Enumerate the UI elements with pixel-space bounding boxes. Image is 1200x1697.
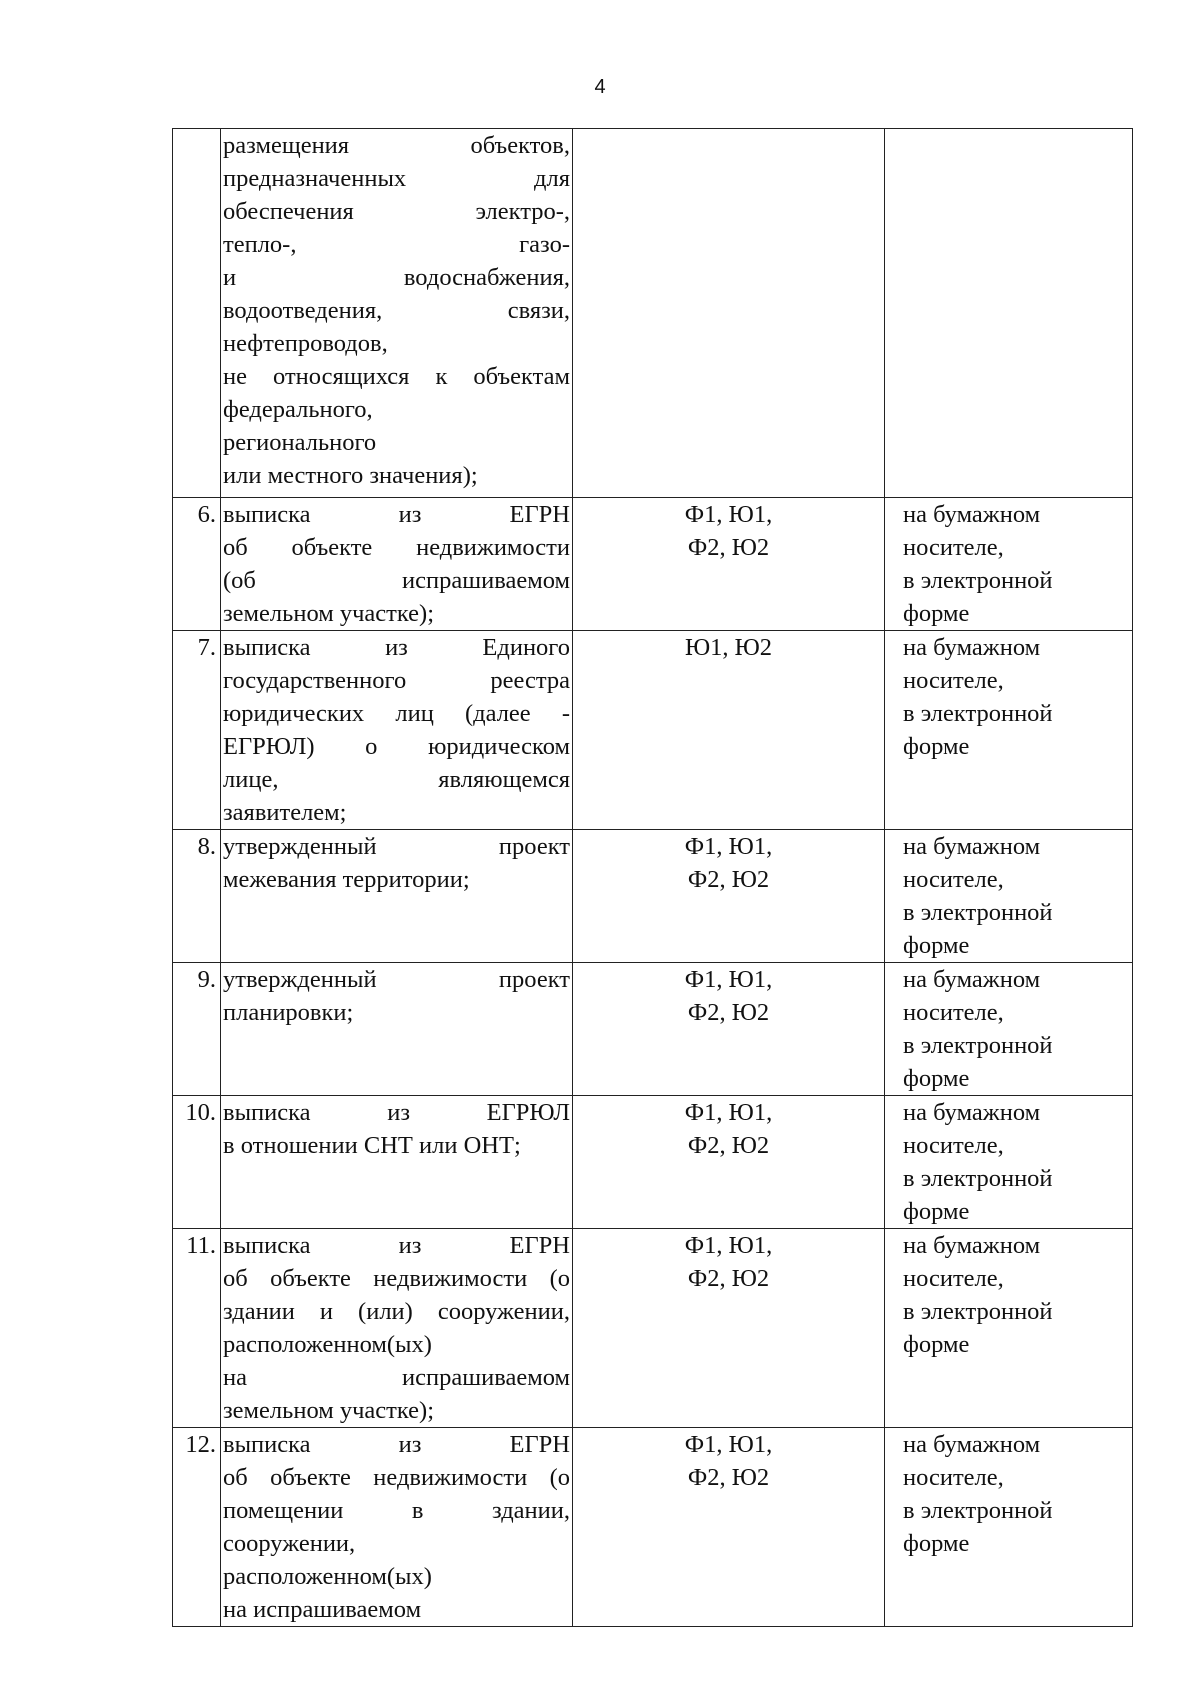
form-line: носителе, [903,866,1004,893]
table-row [173,1428,1133,1627]
document-line: государственного реестра [223,667,570,694]
row-number-cell: 8. [173,830,221,963]
form-line: форме [903,1530,970,1557]
table-row [173,631,1133,830]
row-number-cell: 10. [173,1096,221,1229]
form-line: в электронной [903,700,1053,727]
document-line: юридических лиц (далее - [223,700,570,727]
applicants-line: Ф1, Ю1, [684,1232,773,1259]
form-line: носителе, [903,999,1004,1026]
form-line: в электронной [903,899,1053,926]
document-line: утвержденный проект [223,833,570,860]
document-line: нефтепроводов, [223,330,388,357]
applicants-line: Ф2, Ю2 [687,1132,770,1159]
row-number-cell: 11. [173,1229,221,1428]
table-row [173,1096,1133,1229]
form-cell [885,830,1133,963]
document-cell [221,498,573,631]
form-line: на бумажном [903,1232,1041,1259]
applicants-cell [573,631,885,830]
document-line: лице, являющемся [223,766,570,793]
form-line: на бумажном [903,634,1041,661]
form-cell [885,498,1133,631]
form-line: в электронной [903,567,1053,594]
page-number: 4 [594,76,606,98]
document-line: об объекте недвижимости [223,534,570,561]
form-line: форме [903,733,970,760]
applicants-line: Ф2, Ю2 [687,1265,770,1292]
document-cell [221,1428,573,1627]
document-line: предназначенных для [223,165,570,192]
document-line: помещении в здании, [223,1497,570,1524]
document-line: в отношении СНТ или ОНТ; [223,1132,521,1159]
form-line: носителе, [903,1464,1004,1491]
form-line: в электронной [903,1165,1053,1192]
applicants-line: Ф2, Ю2 [687,534,770,561]
form-line: на бумажном [903,966,1041,993]
table-row [173,498,1133,631]
document-line: на испрашиваемом [223,1596,422,1623]
document-cell [221,129,573,498]
form-line: на бумажном [903,501,1041,528]
document-line: ЕГРЮЛ) о юридическом [223,733,570,760]
applicants-line: Ф2, Ю2 [687,866,770,893]
form-line: в электронной [903,1032,1053,1059]
table-row [173,963,1133,1096]
row-number-cell: 6. [173,498,221,631]
form-line: носителе, [903,534,1004,561]
form-line: на бумажном [903,1431,1041,1458]
document-line: выписка из Единого [223,634,570,661]
applicants-line: Ф1, Ю1, [684,1099,773,1126]
form-line: форме [903,600,970,627]
form-line: на бумажном [903,1099,1041,1126]
document-line: обеспечения электро-, [223,198,570,225]
row-number-cell: 12. [173,1428,221,1627]
form-line: форме [903,1331,970,1358]
document-line: на испрашиваемом [223,1364,570,1391]
form-line: на бумажном [903,833,1041,860]
document-line: планировки; [223,999,354,1026]
applicants-line: Ф1, Ю1, [684,1431,773,1458]
document-line: выписка из ЕГРН [223,501,570,528]
document-line: межевания территории; [223,866,470,893]
applicants-line: Ф1, Ю1, [684,966,773,993]
applicants-cell [573,498,885,631]
document-line: заявителем; [223,799,347,826]
document-line: земельном участке); [223,1397,435,1424]
document-line: (об испрашиваемом [223,567,570,594]
applicants-cell [573,129,885,498]
document-line: сооружении, [223,1530,356,1557]
document-line: тепло-, газо- [223,231,570,258]
applicants-cell [573,963,885,1096]
applicants-line: Ф2, Ю2 [687,999,770,1026]
document-line: не относящихся к объектам [223,363,570,390]
document-line: расположенном(ых) [223,1331,432,1358]
form-line: в электронной [903,1497,1053,1524]
applicants-line: Ф1, Ю1, [684,833,773,860]
document-line: размещения объектов, [223,132,570,159]
form-cell [885,1428,1133,1627]
document-line: выписка из ЕГРН [223,1232,570,1259]
table-row [173,1229,1133,1428]
document-line: расположенном(ых) [223,1563,432,1590]
document-cell [221,1229,573,1428]
document-line: и водоснабжения, [223,264,570,291]
document-line: или местного значения); [223,462,478,489]
document-line: водоотведения, связи, [223,297,570,324]
row-number-cell: 7. [173,631,221,830]
document-cell [221,631,573,830]
form-line: форме [903,932,970,959]
document-line: выписка из ЕГРН [223,1431,570,1458]
form-line: форме [903,1065,970,1092]
table-row [173,830,1133,963]
form-line: в электронной [903,1298,1053,1325]
applicants-line: Ф1, Ю1, [684,501,773,528]
form-line: носителе, [903,1132,1004,1159]
document-cell [221,830,573,963]
document-line: утвержденный проект [223,966,570,993]
document-line: земельном участке); [223,600,435,627]
applicants-cell [573,830,885,963]
form-cell [885,963,1133,1096]
document-cell [221,963,573,1096]
row-number-cell [173,129,221,498]
form-line: носителе, [903,667,1004,694]
document-cell [221,1096,573,1229]
table-row-continuation [173,129,1133,498]
row-number-cell: 9. [173,963,221,1096]
applicants-line: Ю1, Ю2 [684,634,773,661]
applicants-cell [573,1096,885,1229]
form-cell [885,1229,1133,1428]
document-line: об объекте недвижимости (о [223,1265,570,1292]
document-line: об объекте недвижимости (о [223,1464,570,1491]
documents-table [172,128,1133,1627]
applicants-cell [573,1428,885,1627]
applicants-line: Ф2, Ю2 [687,1464,770,1491]
form-cell [885,129,1133,498]
document-line: здании и (или) сооружении, [223,1298,570,1325]
document-line: выписка из ЕГРЮЛ [223,1099,570,1126]
form-cell [885,631,1133,830]
form-line: носителе, [903,1265,1004,1292]
form-cell [885,1096,1133,1229]
document-line: федерального, [223,396,373,423]
form-line: форме [903,1198,970,1225]
applicants-cell [573,1229,885,1428]
document-line: регионального [223,429,377,456]
